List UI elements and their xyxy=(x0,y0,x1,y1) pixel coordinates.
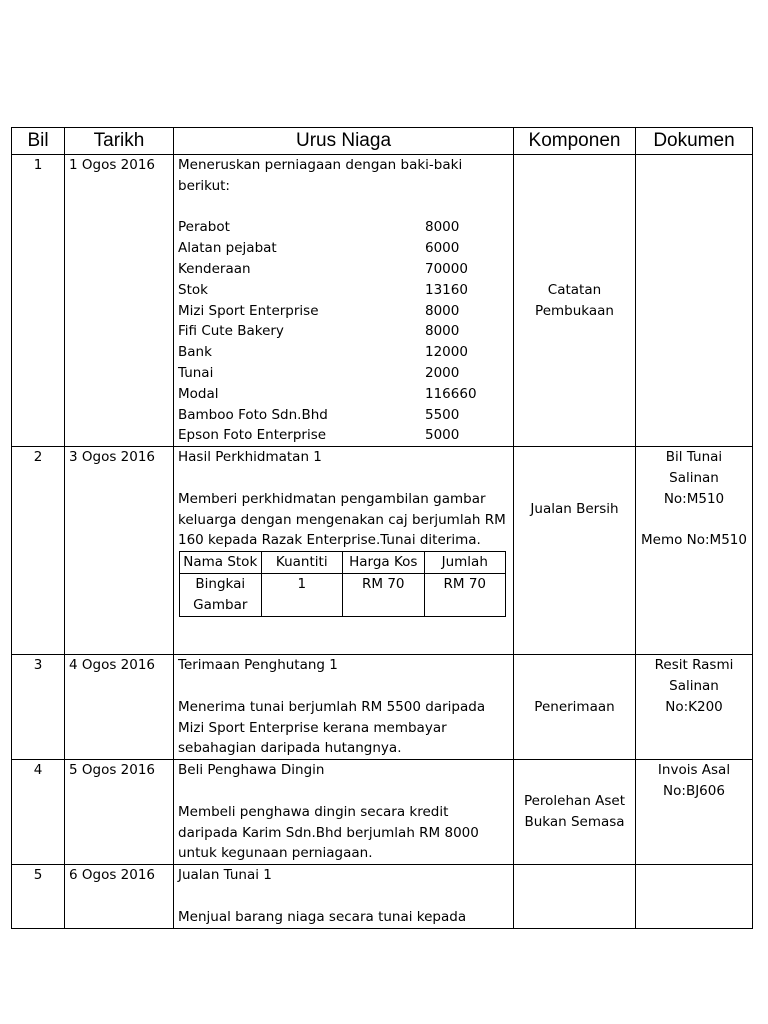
balance-label: Mizi Sport Enterprise xyxy=(178,302,319,319)
balance-item xyxy=(178,363,509,384)
stock-table xyxy=(179,551,506,616)
table-row xyxy=(12,655,753,760)
row-description: Memberi perkhidmatan pengambilan gambar keluarga dengan mengenakan caj berjumlah RM 160 kepada Razak Enterprise.Tunai diterima. xyxy=(178,490,506,549)
row-urus-niaga xyxy=(174,155,514,447)
dokumen-entry: Bil Tunai Salinan No:M510 xyxy=(663,449,725,507)
row-tarikh: 3 Ogos 2016 xyxy=(65,447,174,655)
balance-item xyxy=(178,384,509,405)
balance-amount: 70000 xyxy=(425,260,468,277)
balance-label: Kenderaan xyxy=(178,260,251,277)
row-urus-niaga xyxy=(174,760,514,865)
row-intro: Meneruskan perniagaan dengan baki-baki berikut: xyxy=(178,157,463,194)
row-tarikh: 4 Ogos 2016 xyxy=(65,655,174,760)
balance-amount: 2000 xyxy=(425,364,460,381)
row-dokumen xyxy=(636,447,753,655)
row-description: Menjual barang niaga secara tunai kepada xyxy=(178,908,467,925)
row-komponen: Jualan Bersih xyxy=(514,447,636,655)
balance-label: Epson Foto Enterprise xyxy=(178,427,327,444)
table-row xyxy=(12,447,753,655)
balance-item xyxy=(178,217,509,238)
balance-amount: 5500 xyxy=(425,406,460,423)
table-row xyxy=(12,760,753,865)
row-bil: 2 xyxy=(12,447,65,655)
balance-item xyxy=(178,301,509,322)
balance-item xyxy=(178,321,509,342)
balance-label: Stok xyxy=(178,281,208,298)
row-title: Beli Penghawa Dingin xyxy=(178,762,325,779)
balance-item xyxy=(178,238,509,259)
balance-label: Bank xyxy=(178,344,212,361)
row-description: Menerima tunai berjumlah RM 5500 daripada Mizi Sport Enterprise kerana membayar sebahagian daripada hutangnya. xyxy=(178,698,486,757)
balance-amount: 8000 xyxy=(425,219,460,236)
balance-amount: 8000 xyxy=(425,323,460,340)
stock-cell: Bingkai Gambar xyxy=(180,573,262,616)
table-row xyxy=(12,155,753,447)
stock-cell: RM 70 xyxy=(424,573,506,616)
row-title: Hasil Perkhidmatan 1 xyxy=(178,449,322,466)
header-urus-niaga: Urus Niaga xyxy=(174,128,514,155)
header-row xyxy=(12,128,753,155)
row-bil: 4 xyxy=(12,760,65,865)
transaction-table xyxy=(11,127,753,929)
row-dokumen xyxy=(636,155,753,447)
balance-amount: 12000 xyxy=(425,344,468,361)
row-komponen xyxy=(514,865,636,928)
balance-label: Fifi Cute Bakery xyxy=(178,323,284,340)
balance-amount: 13160 xyxy=(425,281,468,298)
balance-item xyxy=(178,405,509,426)
balance-item xyxy=(178,425,509,446)
stock-cell: 1 xyxy=(261,573,343,616)
header-bil: Bil xyxy=(12,128,65,155)
row-bil: 5 xyxy=(12,865,65,928)
balance-label: Tunai xyxy=(178,364,214,381)
balance-label: Alatan pejabat xyxy=(178,240,277,257)
table-row xyxy=(12,865,753,928)
row-title: Terimaan Penghutang 1 xyxy=(178,657,338,674)
balance-label: Bamboo Foto Sdn.Bhd xyxy=(178,406,328,423)
balance-amount: 6000 xyxy=(425,240,460,257)
row-urus-niaga xyxy=(174,655,514,760)
stock-cell: RM 70 xyxy=(343,573,425,616)
row-urus-niaga xyxy=(174,865,514,928)
row-urus-niaga xyxy=(174,447,514,655)
row-dokumen xyxy=(636,865,753,928)
balance-item xyxy=(178,280,509,301)
row-komponen: Catatan Pembukaan xyxy=(514,155,636,447)
header-tarikh: Tarikh xyxy=(65,128,174,155)
row-tarikh: 6 Ogos 2016 xyxy=(65,865,174,928)
stock-header: Kuantiti xyxy=(261,552,343,574)
balance-amount: 116660 xyxy=(425,385,477,402)
balance-item xyxy=(178,259,509,280)
row-dokumen: Invois Asal No:BJ606 xyxy=(636,760,753,865)
stock-header: Nama Stok xyxy=(180,552,262,574)
balance-label: Perabot xyxy=(178,219,230,236)
balance-item xyxy=(178,342,509,363)
stock-header: Jumlah xyxy=(424,552,506,574)
row-tarikh: 1 Ogos 2016 xyxy=(65,155,174,447)
stock-header: Harga Kos xyxy=(343,552,425,574)
balance-amount: 8000 xyxy=(425,302,460,319)
stock-header-row xyxy=(180,552,506,574)
row-description: Membeli penghawa dingin secara kredit daripada Karim Sdn.Bhd berjumlah RM 8000 untuk kegunaan perniagaan. xyxy=(178,803,479,862)
header-komponen: Komponen xyxy=(514,128,636,155)
balance-amount: 5000 xyxy=(425,427,460,444)
row-komponen: Penerimaan xyxy=(514,655,636,760)
balance-label: Modal xyxy=(178,385,219,402)
row-bil: 1 xyxy=(12,155,65,447)
row-bil: 3 xyxy=(12,655,65,760)
dokumen-entry: Memo No:M510 xyxy=(641,532,747,549)
header-dokumen: Dokumen xyxy=(636,128,753,155)
stock-row xyxy=(180,573,506,616)
row-title: Jualan Tunai 1 xyxy=(178,867,272,884)
row-dokumen: Resit Rasmi Salinan No:K200 xyxy=(636,655,753,760)
row-komponen: Perolehan Aset Bukan Semasa xyxy=(514,760,636,865)
row-tarikh: 5 Ogos 2016 xyxy=(65,760,174,865)
